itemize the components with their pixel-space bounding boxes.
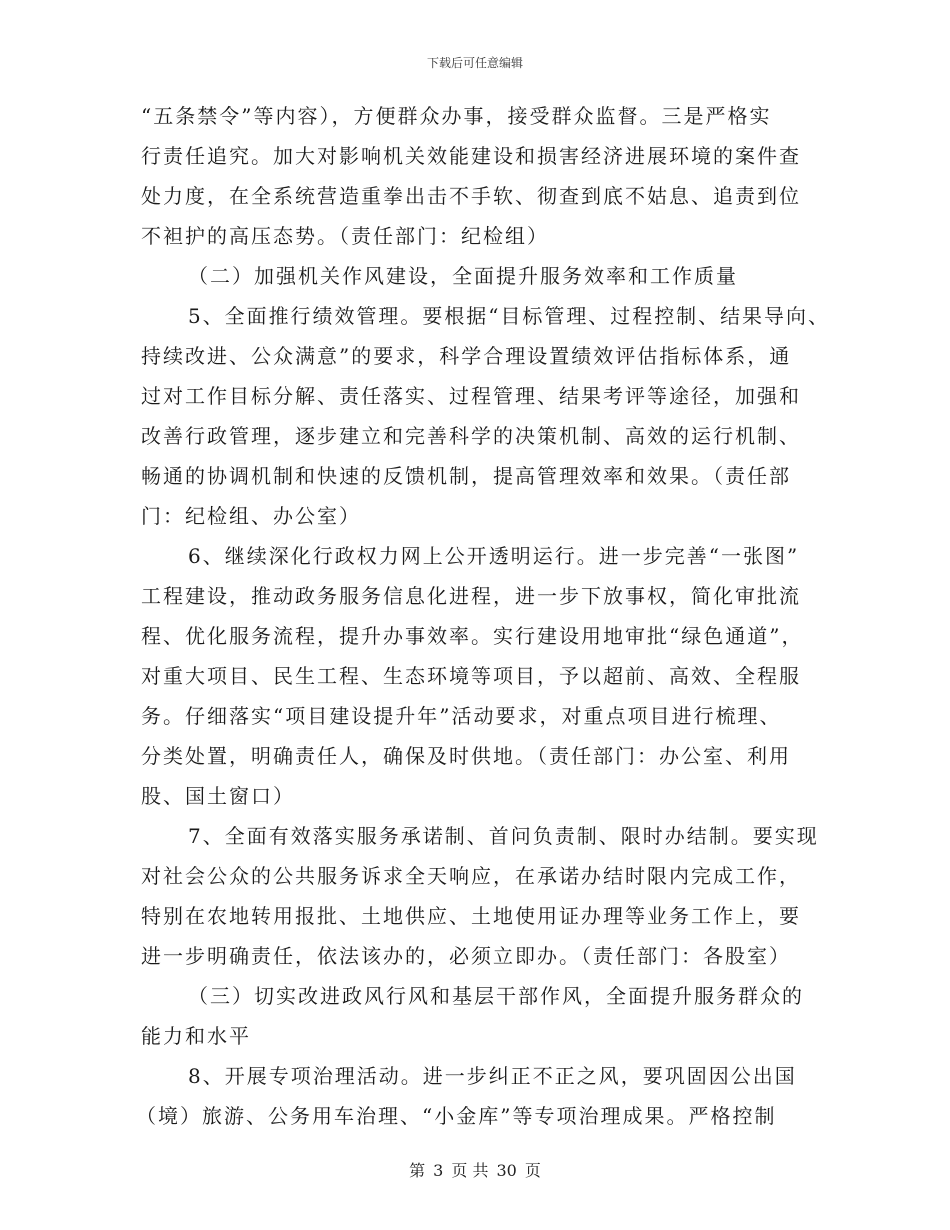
text-line: 6、继续深化行政权力网上公开透明运行。进一步完善“一张图” <box>188 544 800 568</box>
text-line: 持续改进、公众满意”的要求，科学合理设置绩效评估指标体系，通 <box>141 344 792 368</box>
text-line: 行责任追究。加大对影响机关效能建设和损害经济进展环境的案件查 <box>141 144 801 168</box>
page-number-prefix: 第 <box>409 1161 426 1180</box>
text-line: 门：纪检组、办公室） <box>141 504 361 528</box>
text-line: 工程建设，推动政务服务信息化进程，进一步下放事权，简化审批流 <box>141 584 801 608</box>
text-line: 8、开展专项治理活动。进一步纠正不正之风，要巩固因公出国 <box>188 1064 797 1088</box>
text-line: 5、全面推行绩效管理。要根据“目标管理、过程控制、结果导向、 <box>188 304 830 328</box>
section-heading: 能力和水平 <box>141 1024 251 1048</box>
text-line: 特别在农地转用报批、土地供应、土地使用证办理等业务工作上，要 <box>141 904 801 928</box>
text-line: “五条禁令”等内容），方便群众办事，接受群众监督。三是严格实 <box>141 104 772 128</box>
page-number <box>0 1158 950 1181</box>
text-line: 改善行政管理，逐步建立和完善科学的决策机制、高效的运行机制、 <box>141 424 801 448</box>
text-line: 分类处置，明确责任人，确保及时供地。（责任部门：办公室、利用 <box>141 744 791 768</box>
page-header: 下载后可任意编辑 <box>426 56 523 70</box>
text-line: （境）旅游、公务用车治理、“小金库”等专项治理成果。严格控制 <box>136 1104 777 1128</box>
page-number-middle: 页 共 <box>451 1161 489 1180</box>
text-line: 进一步明确责任，依法该办的，必须立即办。（责任部门：各股室） <box>141 944 791 968</box>
text-line: 过对工作目标分解、责任落实、过程管理、结果考评等途径，加强和 <box>141 384 801 408</box>
text-line: 对社会公众的公共服务诉求全天响应，在承诺办结时限内完成工作， <box>141 864 801 888</box>
section-heading: （二）加强机关作风建设，全面提升服务效率和工作质量 <box>188 264 738 288</box>
current-page: 3 <box>433 1161 444 1180</box>
page-number-suffix: 页 <box>524 1161 541 1180</box>
text-line: 不袒护的高压态势。（责任部门：纪检组） <box>141 224 549 248</box>
total-pages: 30 <box>496 1161 517 1180</box>
text-line: 处力度，在全系统营造重拳出击不手软、彻查到底不姑息、追责到位 <box>141 184 801 208</box>
text-line: 务。仔细落实“项目建设提升年”活动要求，对重点项目进行梳理、 <box>141 704 782 728</box>
text-line: 程、优化服务流程，提升办事效率。实行建设用地审批“绿色通道”， <box>141 624 804 648</box>
text-line: 对重大项目、民生工程、生态环境等项目，予以超前、高效、全程服 <box>141 664 801 688</box>
text-line: 7、全面有效落实服务承诺制、首问负责制、限时办结制。要实现 <box>188 824 819 848</box>
section-heading: （三）切实改进政风行风和基层干部作风，全面提升服务群众的 <box>188 984 804 1008</box>
text-line: 股、国土窗口） <box>141 784 295 808</box>
text-line: 畅通的协调机制和快速的反馈机制，提高管理效率和效果。（责任部 <box>141 464 791 488</box>
